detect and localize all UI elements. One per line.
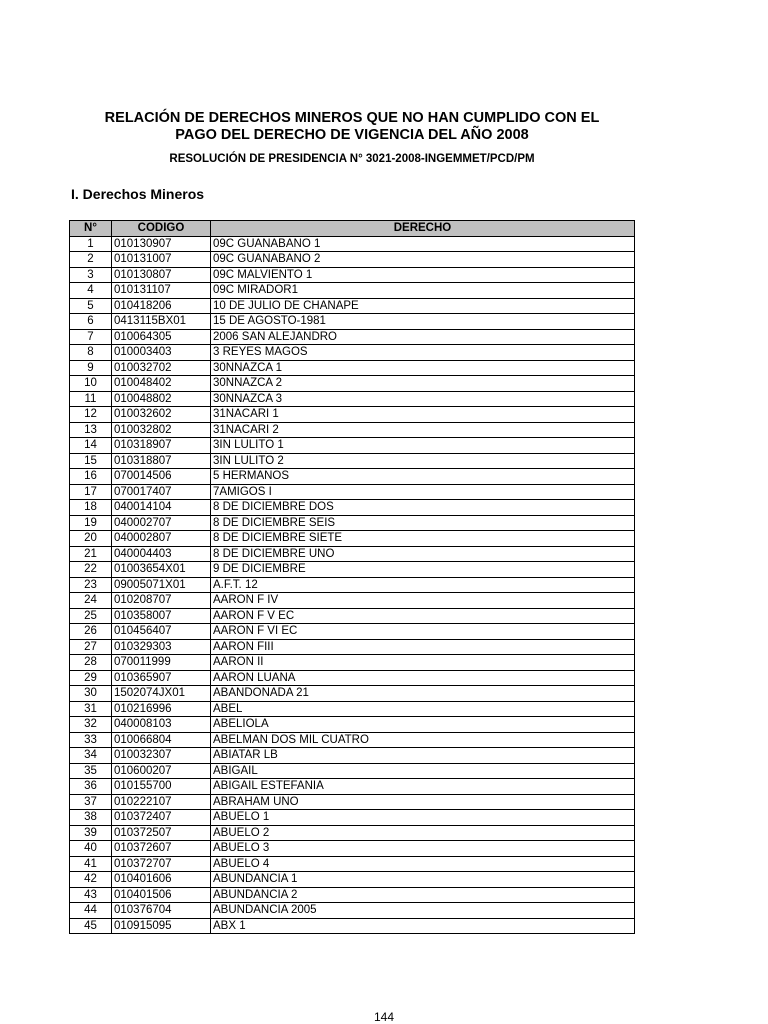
table-row <box>70 763 635 779</box>
page-number: 144 <box>373 1010 395 1024</box>
table-row <box>70 717 635 733</box>
row-right-name: 30NNAZCA 1 <box>211 360 635 376</box>
row-number: 43 <box>70 887 112 903</box>
row-code: 010372507 <box>112 825 211 841</box>
row-code: 070017407 <box>112 484 211 500</box>
row-code: 010329303 <box>112 639 211 655</box>
row-code: 010131007 <box>112 252 211 268</box>
row-right-name: 9 DE DICIEMBRE <box>211 562 635 578</box>
table-row <box>70 655 635 671</box>
row-code: 010131107 <box>112 283 211 299</box>
row-right-name: 8 DE DICIEMBRE SIETE <box>211 531 635 547</box>
row-code: 070011999 <box>112 655 211 671</box>
row-code: 010003403 <box>112 345 211 361</box>
row-number: 7 <box>70 329 112 345</box>
row-code: 010372707 <box>112 856 211 872</box>
table-row <box>70 531 635 547</box>
row-right-name: 7AMIGOS I <box>211 484 635 500</box>
row-number: 42 <box>70 872 112 888</box>
table-row <box>70 903 635 919</box>
row-code: 070014506 <box>112 469 211 485</box>
row-number: 12 <box>70 407 112 423</box>
row-right-name: 31NACARI 1 <box>211 407 635 423</box>
row-number: 8 <box>70 345 112 361</box>
row-code: 010032307 <box>112 748 211 764</box>
row-number: 23 <box>70 577 112 593</box>
row-right-name: 8 DE DICIEMBRE UNO <box>211 546 635 562</box>
row-right-name: ABRAHAM UNO <box>211 794 635 810</box>
table-row <box>70 639 635 655</box>
row-right-name: ABUELO 3 <box>211 841 635 857</box>
row-code: 010318907 <box>112 438 211 454</box>
table-row <box>70 856 635 872</box>
row-code: 010418206 <box>112 298 211 314</box>
header-right: DERECHO <box>211 221 635 237</box>
row-code: 010216996 <box>112 701 211 717</box>
row-right-name: ABELIOLA <box>211 717 635 733</box>
row-code: 010066804 <box>112 732 211 748</box>
table-row <box>70 391 635 407</box>
row-code: 010318807 <box>112 453 211 469</box>
row-code: 010365907 <box>112 670 211 686</box>
row-number: 34 <box>70 748 112 764</box>
row-code: 010222107 <box>112 794 211 810</box>
row-number: 44 <box>70 903 112 919</box>
row-code: 010401506 <box>112 887 211 903</box>
mining-rights-table <box>69 220 635 934</box>
table-row <box>70 500 635 516</box>
row-right-name: 3 REYES MAGOS <box>211 345 635 361</box>
row-code: 010915095 <box>112 918 211 934</box>
row-right-name: 30NNAZCA 2 <box>211 376 635 392</box>
section-heading: I. Derechos Mineros <box>71 186 205 202</box>
table-row <box>70 748 635 764</box>
row-number: 13 <box>70 422 112 438</box>
row-right-name: ABUNDANCIA 2 <box>211 887 635 903</box>
row-code: 010358007 <box>112 608 211 624</box>
row-right-name: 10 DE JULIO DE CHANAPE <box>211 298 635 314</box>
row-number: 20 <box>70 531 112 547</box>
row-right-name: ABX 1 <box>211 918 635 934</box>
row-right-name: ABUNDANCIA 1 <box>211 872 635 888</box>
row-number: 26 <box>70 624 112 640</box>
table-row <box>70 779 635 795</box>
table-row <box>70 360 635 376</box>
table-row <box>70 422 635 438</box>
row-number: 37 <box>70 794 112 810</box>
table-row <box>70 438 635 454</box>
resolution-subtitle: RESOLUCIÓN DE PRESIDENCIA N° 3021-2008-INGEMMET/PCD/PM <box>169 153 535 165</box>
table-row <box>70 283 635 299</box>
row-right-name: ABUELO 1 <box>211 810 635 826</box>
row-code: 09005071X01 <box>112 577 211 593</box>
header-code: CODIGO <box>112 221 211 237</box>
row-right-name: AARON LUANA <box>211 670 635 686</box>
title-line-1: RELACIÓN DE DERECHOS MINEROS QUE NO HAN CUMPLIDO CON EL <box>104 110 600 126</box>
row-code: 010600207 <box>112 763 211 779</box>
row-number: 40 <box>70 841 112 857</box>
row-right-name: 09C GUANABANO 1 <box>211 236 635 252</box>
table-row <box>70 469 635 485</box>
table-row <box>70 562 635 578</box>
table-row <box>70 515 635 531</box>
row-right-name: AARON FIII <box>211 639 635 655</box>
row-right-name: ABIGAIL <box>211 763 635 779</box>
document-title <box>40 110 664 144</box>
row-number: 2 <box>70 252 112 268</box>
row-right-name: AARON F VI EC <box>211 624 635 640</box>
row-right-name: AARON F V EC <box>211 608 635 624</box>
table-row <box>70 484 635 500</box>
row-code: 010401606 <box>112 872 211 888</box>
row-number: 22 <box>70 562 112 578</box>
row-right-name: AARON F IV <box>211 593 635 609</box>
row-right-name: ABUELO 2 <box>211 825 635 841</box>
row-code: 010032602 <box>112 407 211 423</box>
row-code: 040014104 <box>112 500 211 516</box>
row-code: 010372407 <box>112 810 211 826</box>
row-code: 010376704 <box>112 903 211 919</box>
row-code: 010064305 <box>112 329 211 345</box>
row-number: 28 <box>70 655 112 671</box>
row-number: 31 <box>70 701 112 717</box>
table-row <box>70 810 635 826</box>
row-number: 29 <box>70 670 112 686</box>
table-row <box>70 608 635 624</box>
row-number: 38 <box>70 810 112 826</box>
row-number: 25 <box>70 608 112 624</box>
table-row <box>70 732 635 748</box>
row-number: 21 <box>70 546 112 562</box>
row-right-name: 15 DE AGOSTO-1981 <box>211 314 635 330</box>
row-number: 30 <box>70 686 112 702</box>
row-number: 14 <box>70 438 112 454</box>
row-code: 040008103 <box>112 717 211 733</box>
row-right-name: 31NACARI 2 <box>211 422 635 438</box>
row-number: 17 <box>70 484 112 500</box>
row-code: 040002807 <box>112 531 211 547</box>
row-number: 1 <box>70 236 112 252</box>
row-right-name: 09C MIRADOR1 <box>211 283 635 299</box>
row-number: 41 <box>70 856 112 872</box>
row-code: 010048802 <box>112 391 211 407</box>
row-number: 3 <box>70 267 112 283</box>
row-number: 9 <box>70 360 112 376</box>
row-right-name: 3IN LULITO 2 <box>211 453 635 469</box>
row-number: 4 <box>70 283 112 299</box>
table-row <box>70 298 635 314</box>
row-code: 01003654X01 <box>112 562 211 578</box>
row-right-name: ABEL <box>211 701 635 717</box>
row-code: 040004403 <box>112 546 211 562</box>
table-row <box>70 314 635 330</box>
table-row <box>70 593 635 609</box>
row-code: 010372607 <box>112 841 211 857</box>
row-number: 16 <box>70 469 112 485</box>
table-row <box>70 252 635 268</box>
table-row <box>70 670 635 686</box>
row-code: 010048402 <box>112 376 211 392</box>
row-right-name: ABANDONADA 21 <box>211 686 635 702</box>
table-row <box>70 546 635 562</box>
table-row <box>70 918 635 934</box>
row-number: 11 <box>70 391 112 407</box>
row-code: 010208707 <box>112 593 211 609</box>
row-right-name: 2006 SAN ALEJANDRO <box>211 329 635 345</box>
row-number: 35 <box>70 763 112 779</box>
row-code: 1502074JX01 <box>112 686 211 702</box>
row-number: 10 <box>70 376 112 392</box>
table-row <box>70 841 635 857</box>
row-right-name: AARON II <box>211 655 635 671</box>
row-right-name: A.F.T. 12 <box>211 577 635 593</box>
row-right-name: ABIGAIL ESTEFANIA <box>211 779 635 795</box>
row-number: 18 <box>70 500 112 516</box>
row-code: 0413115BX01 <box>112 314 211 330</box>
row-right-name: 09C GUANABANO 2 <box>211 252 635 268</box>
row-number: 6 <box>70 314 112 330</box>
row-code: 040002707 <box>112 515 211 531</box>
row-number: 19 <box>70 515 112 531</box>
header-number: N° <box>70 221 112 237</box>
row-right-name: ABUNDANCIA 2005 <box>211 903 635 919</box>
row-right-name: ABUELO 4 <box>211 856 635 872</box>
row-code: 010130907 <box>112 236 211 252</box>
row-number: 36 <box>70 779 112 795</box>
row-code: 010032802 <box>112 422 211 438</box>
table-row <box>70 794 635 810</box>
table-row <box>70 887 635 903</box>
table-row <box>70 407 635 423</box>
table-row <box>70 267 635 283</box>
row-right-name: 8 DE DICIEMBRE SEIS <box>211 515 635 531</box>
row-code: 010032702 <box>112 360 211 376</box>
table-header-row <box>70 221 635 237</box>
table-row <box>70 453 635 469</box>
row-number: 45 <box>70 918 112 934</box>
row-right-name: 5 HERMANOS <box>211 469 635 485</box>
row-number: 15 <box>70 453 112 469</box>
row-code: 010130807 <box>112 267 211 283</box>
row-right-name: ABIATAR LB <box>211 748 635 764</box>
row-right-name: ABELMAN DOS MIL CUATRO <box>211 732 635 748</box>
row-right-name: 09C MALVIENTO 1 <box>211 267 635 283</box>
table-row <box>70 577 635 593</box>
row-code: 010155700 <box>112 779 211 795</box>
row-right-name: 30NNAZCA 3 <box>211 391 635 407</box>
table-row <box>70 329 635 345</box>
table-row <box>70 686 635 702</box>
row-number: 33 <box>70 732 112 748</box>
table-row <box>70 872 635 888</box>
title-line-2: PAGO DEL DERECHO DE VIGENCIA DEL AÑO 2008 <box>175 127 529 143</box>
row-right-name: 3IN LULITO 1 <box>211 438 635 454</box>
table-row <box>70 345 635 361</box>
table-row <box>70 825 635 841</box>
row-number: 39 <box>70 825 112 841</box>
table-row <box>70 701 635 717</box>
row-number: 27 <box>70 639 112 655</box>
table-body <box>70 236 635 934</box>
row-right-name: 8 DE DICIEMBRE DOS <box>211 500 635 516</box>
row-code: 010456407 <box>112 624 211 640</box>
row-number: 24 <box>70 593 112 609</box>
table-row <box>70 376 635 392</box>
table-row <box>70 236 635 252</box>
table-row <box>70 624 635 640</box>
row-number: 5 <box>70 298 112 314</box>
row-number: 32 <box>70 717 112 733</box>
